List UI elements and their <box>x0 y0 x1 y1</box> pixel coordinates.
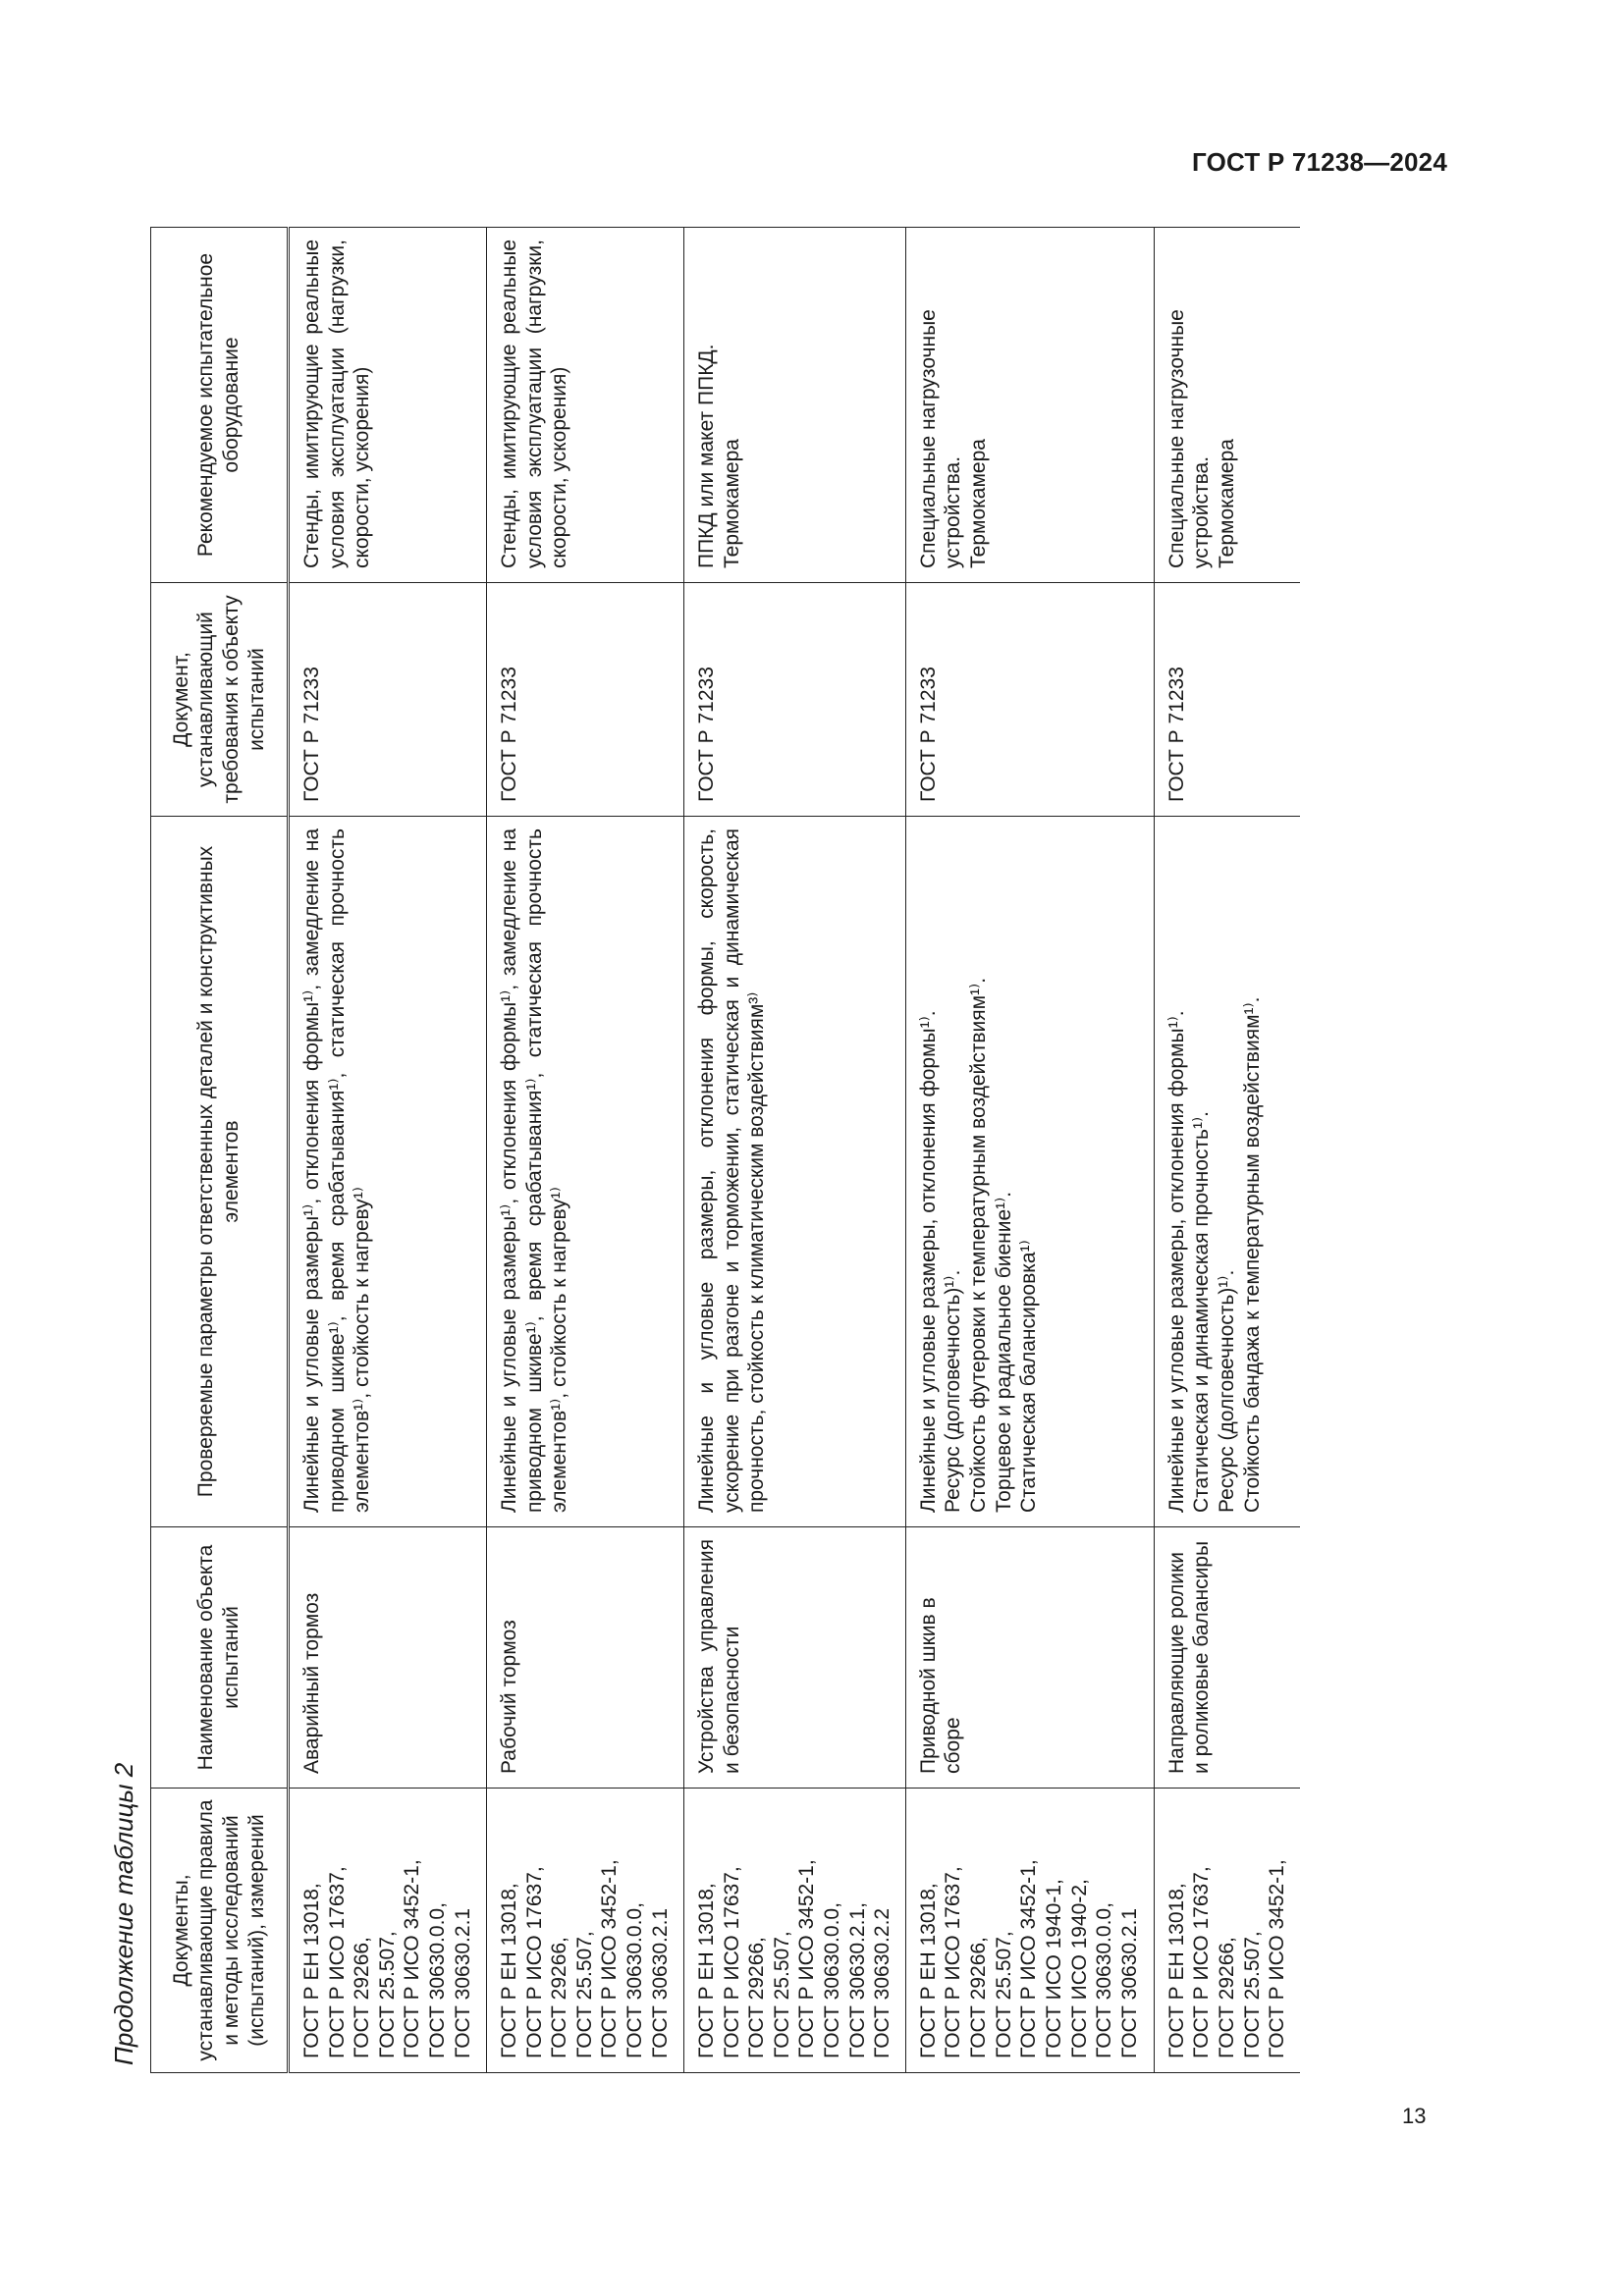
table-caption: Продолжение таблицы 2 <box>109 1762 138 2065</box>
doc-ref: ГОСТ Р ЕН 13018, <box>498 1883 520 2058</box>
cell-requirement-doc: ГОСТ Р 71233 <box>684 583 906 817</box>
doc-ref: ГОСТ 29266, <box>548 1937 571 2058</box>
param-line: Статическая и динамическая прочность¹⁾. <box>1190 1111 1214 1513</box>
doc-ref: ГОСТ 29266, <box>351 1937 374 2058</box>
doc-ref: ГОСТ Р ИСО 17637, <box>942 1866 965 2058</box>
cell-requirement-doc: ГОСТ Р 71233 <box>487 583 684 817</box>
doc-ref: ГОСТ 25.507, <box>572 1931 596 2058</box>
doc-ref: ГОСТ 30630.2.1, <box>845 1902 869 2058</box>
doc-ref: ГОСТ 25.507, <box>1240 1931 1264 2058</box>
table-row <box>905 228 1154 2073</box>
cell-equipment <box>905 228 1154 583</box>
param-line: Стойкость футеровки к температурным воздействиям¹⁾. <box>967 977 991 1513</box>
doc-ref: ГОСТ 25.507, <box>992 1931 1015 2058</box>
cell-object: Приводной шкив в сборе <box>905 1527 1154 1789</box>
equipment-line: Термокамера <box>967 439 991 568</box>
doc-ref: ГОСТ 29266, <box>1216 1937 1239 2058</box>
column-header-requirement-doc: Документ, устанавливающий требования к объекту испытаний <box>151 583 289 817</box>
equipment-line: устройства. <box>942 455 965 568</box>
param-line: Статическая балансировка¹⁾ <box>1017 1240 1041 1513</box>
doc-ref: ГОСТ Р ИСО 3452-1, <box>1266 1859 1289 2058</box>
cell-object: Аварийный тормоз <box>289 1527 487 1789</box>
doc-ref: ГОСТ 30630.0.0, <box>426 1902 450 2058</box>
cell-params: Линейные и угловые размеры¹⁾, отклонения формы¹⁾, замедление на приводном шкиве¹⁾, время срабатывания¹⁾, статическая прочность элементов¹⁾, стойкость к нагреву¹⁾ <box>487 817 684 1527</box>
doc-ref: ГОСТ Р ИСО 17637, <box>1190 1866 1214 2058</box>
doc-ref: ГОСТ 30630.0.0, <box>623 1902 647 2058</box>
param-line: Линейные и угловые размеры, отклонения формы¹⁾. <box>916 1010 940 1513</box>
doc-ref: ГОСТ Р ЕН 13018, <box>300 1883 323 2058</box>
doc-ref: ГОСТ 30630.2.1 <box>451 1907 474 2058</box>
equipment-line: Специальные нагрузочные <box>1164 309 1188 568</box>
doc-ref: ГОСТ 30630.2.1 <box>1117 1907 1141 2058</box>
doc-ref: ГОСТ ИСО 1940-1, <box>1042 1879 1065 2058</box>
doc-ref: ГОСТ 25.507, <box>375 1931 399 2058</box>
cell-docs <box>684 1789 906 2073</box>
cell-params: Линейные и угловые размеры¹⁾, отклонения формы¹⁾, замедление на приводном шкиве¹⁾, время срабатывания¹⁾, статическая прочность элементов¹⁾, стойкость к нагреву¹⁾ <box>289 817 487 1527</box>
cell-equipment: Стенды, имитирующие реальные условия эксплуатации (нагрузки, скорости, ускорения) <box>487 228 684 583</box>
doc-ref: ГОСТ Р ИСО 17637, <box>720 1866 743 2058</box>
doc-ref: ГОСТ 29266, <box>745 1937 769 2058</box>
doc-ref: ГОСТ Р ИСО 3452-1, <box>1017 1859 1041 2058</box>
equipment-line: ППКД или макет ППКД. <box>695 344 718 568</box>
document-header: ГОСТ Р 71238—2024 <box>1192 147 1447 177</box>
doc-ref: ГОСТ Р ИСО 3452-1, <box>598 1859 622 2058</box>
doc-ref: ГОСТ Р ЕН 13018, <box>695 1883 718 2058</box>
cell-equipment: Стенды, имитирующие реальные условия эксплуатации (нагрузки, скорости, ускорения) <box>289 228 487 583</box>
table-row <box>684 228 906 2073</box>
doc-ref: ГОСТ 30630.0.0, <box>821 1902 844 2058</box>
doc-ref: ГОСТ 30630.2.1 <box>648 1907 672 2058</box>
cell-object: Рабочий тормоз <box>487 1527 684 1789</box>
rotated-table-region <box>103 228 1443 2073</box>
table-row <box>1154 228 1300 2073</box>
cell-equipment <box>1154 228 1300 583</box>
param-line: Ресурс (долговечность)¹⁾. <box>1216 1269 1239 1513</box>
doc-ref: ГОСТ Р ИСО 3452-1, <box>401 1859 424 2058</box>
doc-ref: ГОСТ Р ИСО 17637, <box>325 1866 349 2058</box>
equipment-line: Термокамера <box>1216 439 1239 568</box>
table-row <box>487 228 684 2073</box>
param-line: Линейные и угловые размеры, отклонения формы¹⁾. <box>1164 1010 1188 1513</box>
doc-ref: ГОСТ Р ИСО 17637, <box>522 1866 546 2058</box>
cell-equipment <box>684 228 906 583</box>
column-header-params: Проверяемые параметры ответственных деталей и конструктивных элементов <box>151 817 289 1527</box>
cell-docs <box>487 1789 684 2073</box>
cell-requirement-doc: ГОСТ Р 71233 <box>289 583 487 817</box>
cell-object: Устройства управления и безопасности <box>684 1527 906 1789</box>
table-row <box>289 228 487 2073</box>
specs-table <box>150 227 1300 2073</box>
param-line: Ресурс (долговечность)¹⁾. <box>942 1269 965 1513</box>
param-line: Торцевое и радиальное биение¹⁾. <box>992 1191 1015 1513</box>
equipment-line: Специальные нагрузочные <box>916 309 940 568</box>
doc-ref: ГОСТ Р ЕН 13018, <box>1164 1883 1188 2058</box>
doc-ref: ГОСТ Р ИСО 3452-1, <box>795 1859 819 2058</box>
doc-ref: ГОСТ ИСО 1940-2, <box>1067 1879 1091 2058</box>
param-line: Стойкость бандажа к температурным воздействиям¹⁾. <box>1240 996 1264 1513</box>
doc-ref: ГОСТ 29266, <box>967 1937 991 2058</box>
cell-params <box>905 817 1154 1527</box>
equipment-line: устройства. <box>1190 455 1214 568</box>
column-header-equipment: Рекомендуемое испытательное оборудование <box>151 228 289 583</box>
cell-requirement-doc: ГОСТ Р 71233 <box>1154 583 1300 817</box>
equipment-line: Термокамера <box>720 439 743 568</box>
doc-ref: ГОСТ 30630.2.2 <box>871 1907 894 2058</box>
table-header-row <box>151 228 289 2073</box>
doc-ref: ГОСТ 30630.0.0, <box>1093 1902 1116 2058</box>
page-number: 13 <box>1402 2104 1427 2128</box>
cell-docs <box>289 1789 487 2073</box>
cell-params: Линейные и угловые размеры, отклонения формы, скорость, ускорение при разгоне и торможении, статическая и динамическая прочность, стойкость к климатическим воздействиям³⁾ <box>684 817 906 1527</box>
cell-requirement-doc: ГОСТ Р 71233 <box>905 583 1154 817</box>
doc-ref: ГОСТ 25.507, <box>770 1931 793 2058</box>
cell-docs <box>1154 1789 1300 2073</box>
doc-ref: ГОСТ Р ЕН 13018, <box>916 1883 940 2058</box>
cell-params <box>1154 817 1300 1527</box>
cell-object: Направляющие ролики и роликовые балансиры <box>1154 1527 1300 1789</box>
column-header-docs: Документы, устанавливающие правила и методы исследований (испытаний), измерений <box>151 1789 289 2073</box>
column-header-object: Наименование объекта испытаний <box>151 1527 289 1789</box>
cell-docs <box>905 1789 1154 2073</box>
